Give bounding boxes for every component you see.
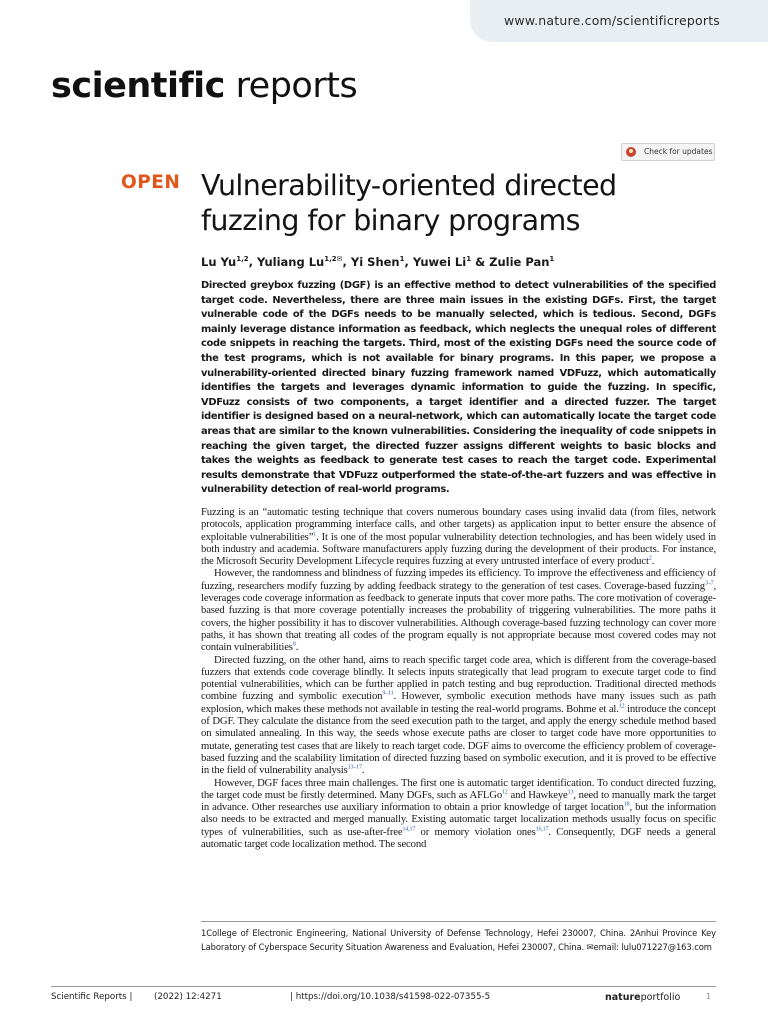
paragraph-text: , need to manually mark the target in advance. Other researches use auxiliary information to obtain a prior knowledge of target location bbox=[201, 788, 716, 814]
citation-ref[interactable]: 18 bbox=[623, 801, 630, 808]
journal-url[interactable]: www.nature.com/scientificreports bbox=[504, 13, 721, 28]
paragraph-text: . It is one of the most popular vulnerability detection technologies, and has been widely used in both industry and academia. Software manufacturers apply fuzzing during the development of their products. For instance, the Microsoft Security Development Lifecycle requires fuzzing at every untrusted interface of every product bbox=[201, 530, 716, 568]
article-body bbox=[201, 506, 716, 850]
article-title: Vulnerability-oriented directed fuzzing for binary programs bbox=[201, 169, 617, 237]
author-name: Yuliang Lu bbox=[256, 255, 325, 269]
author-separator: , bbox=[248, 255, 257, 269]
footer-doi-link[interactable]: | https://doi.org/10.1038/s41598-022-07355-5 bbox=[290, 992, 491, 1002]
paragraph-text: introduce the concept of DGF. They calculate the distance from the seed execution path to the target, and apply the energy schedule method based on simulated annealing. In this way, the seeds whose execute paths are closer to target code have more opportunities to mutate, generating test cases that are likely to reach target code. DGF aims to overcome the efficiency problem of coverage-based fuzzing and the scalability limitation of directed fuzzing based on symbolic execution, and it is proved to be effective in the field of vulnerability analysis bbox=[201, 702, 716, 777]
author-list bbox=[201, 255, 554, 269]
journal-logo bbox=[51, 66, 357, 106]
author-name: Yi Shen bbox=[350, 255, 400, 269]
author-separator: , bbox=[404, 255, 413, 269]
logo-regular: reports bbox=[224, 66, 358, 106]
author-affiliation-ref: 1 bbox=[399, 255, 405, 264]
paragraph-text: and Hawkeye bbox=[507, 788, 568, 801]
author-name: Lu Yu bbox=[201, 255, 237, 269]
crossmark-icon bbox=[626, 147, 636, 157]
citation-ref[interactable]: 16,17 bbox=[535, 826, 549, 833]
footer-journal: Scientific Reports | bbox=[51, 992, 133, 1002]
citation-ref[interactable]: 9–11 bbox=[382, 690, 394, 697]
citation-ref[interactable]: 12 bbox=[618, 703, 625, 710]
paragraph-text: . However, symbolic execution methods have many issues such as path explosion, which makes these methods not available in testing the real-world programs. Bohme et al. bbox=[201, 690, 716, 715]
author-name: Yuwei Li bbox=[412, 255, 467, 269]
affiliation-divider bbox=[201, 921, 716, 922]
citation-ref[interactable]: 8 bbox=[292, 641, 296, 648]
affiliations: 1College of Electronic Engineering, National University of Defense Technology, Hefei 230007, China. 2Anhui Province Key Laboratory of Cyberspace Security Situation Awareness and Evaluation, Hefei 230007, China. ✉email: lulu071227@163.com bbox=[201, 928, 716, 952]
author-affiliation-ref: 1 bbox=[466, 255, 472, 264]
citation-ref[interactable]: 14,17 bbox=[402, 826, 416, 833]
paragraph-text: . Consequently, DGF needs a general automatic target code localization method. The second bbox=[201, 825, 716, 851]
paragraph-text: . bbox=[361, 764, 365, 777]
paragraph-text: . bbox=[295, 641, 299, 654]
paragraph-text: However, DGF faces three main challenges. The first one is automatic target identification. To conduct directed fuzzing, the target code must be firstly determined. Many DGFs, such as AFLGo bbox=[201, 776, 716, 801]
paragraph-text: However, the randomness and blindness of fuzzing impedes its efficiency. To improve the effectiveness and efficiency of fuzzing, researchers modify fuzzing by adding feedback strategy to the generation of test cases. Coverage-based fuzzing bbox=[201, 567, 716, 592]
citation-ref[interactable]: 2 bbox=[648, 555, 652, 562]
paragraph-text: . bbox=[651, 555, 655, 568]
author-separator: & bbox=[471, 255, 490, 269]
author-affiliation-ref: 1,2✉ bbox=[324, 255, 343, 264]
body-paragraph bbox=[201, 567, 716, 653]
body-paragraph bbox=[201, 506, 716, 567]
citation-ref[interactable]: 3–7 bbox=[704, 580, 714, 587]
check-for-updates-button[interactable] bbox=[621, 143, 715, 161]
citation-ref[interactable]: 12 bbox=[502, 789, 508, 796]
citation-ref[interactable]: 1 bbox=[313, 531, 317, 538]
open-access-label: OPEN bbox=[121, 172, 181, 193]
page-number: 1 bbox=[706, 992, 712, 1001]
author-name: Zulie Pan bbox=[489, 255, 550, 269]
brand-bold: nature bbox=[605, 992, 641, 1003]
paragraph-text: Directed fuzzing, on the other hand, aims to reach specific target code area, which is different from the coverage-based fuzzers that extends code coverage blindly. It selects inputs strategically that lead program to execute target code to find potential vulnerabilities, which can be further applied in patch testing and bug reproduction. Traditional directed methods combine fuzzing and symbolic execution bbox=[201, 653, 716, 703]
nature-portfolio-logo bbox=[605, 992, 680, 1003]
author-separator: , bbox=[342, 255, 351, 269]
footer-citation: (2022) 12:4271 bbox=[154, 992, 222, 1002]
citation-ref[interactable]: 13 bbox=[567, 789, 574, 796]
body-paragraph bbox=[201, 777, 716, 851]
abstract: Directed greybox fuzzing (DGF) is an effective method to detect vulnerabilities of the specified target code. Nevertheless, there are three main issues in the existing DGFs. First, the target vulnerable code of the DGFs needs to be manually selected, which is tedious. Second, DGFs mainly leverage distance information as feedback, which neglects the unequal roles of different code snippets in reaching the targets. Third, most of the existing DGFs need the source code of the test programs, which is not available for binary programs. In this paper, we propose a vulnerability-oriented directed binary fuzzing framework named VDFuzz, which automatically identifies the targets and leverages dynamic information to guide the fuzzing. In specific, VDFuzz consists of two components, a target identifier and a directed fuzzer. The target identifier is designed based on a neural-network, which can automatically locate the target code areas that are similar to the known vulnerabilities. Considering the inequality of code snippets in reaching the given target, the directed fuzzer assigns different weights to basic blocks and takes the weights as feedback to generate test cases to reach the target code. Experimental results demonstrate that VDFuzz outperformed the state-of-the-art fuzzers and was effective in vulnerability detection of real-world programs. bbox=[201, 280, 717, 496]
brand-regular: portfolio bbox=[640, 992, 681, 1003]
body-paragraph bbox=[201, 654, 716, 777]
paragraph-text: , leverages code coverage information as feedback to generate inputs that cover more paths. The core motivation of coverage-based fuzzing is that more coverage potentially increases the probability of triggering vulnerabilities. The more paths it covers, the higher possibility it has to discover vulnerabilities. Although coverage-based fuzzing technology can cover more paths, it has shown that treating all codes of the program equally is not appropriate because most covered codes may not contain vulnerabilities bbox=[201, 579, 716, 654]
paragraph-text: , but the information also needs to be extracted and merged manually. Existing automatic target localization methods usually focus on specific types of vulnerabilities, such as use-after-free bbox=[201, 801, 716, 838]
paragraph-text: or memory violation ones bbox=[415, 825, 536, 838]
paragraph-text: Fuzzing is an “automatic testing technique that covers numerous boundary cases using invalid data (from files, network protocols, application programming interface calls, and other targets) as application input to better ensure the absence of exploitable vulnerabilities” bbox=[201, 506, 716, 543]
logo-bold: scientific bbox=[51, 66, 225, 106]
check-for-updates-label: Check for updates bbox=[644, 147, 713, 156]
author-affiliation-ref: 1 bbox=[549, 255, 555, 264]
url-banner bbox=[470, 0, 768, 42]
citation-ref[interactable]: 13–17 bbox=[347, 764, 362, 771]
author-affiliation-ref: 1,2 bbox=[236, 255, 249, 264]
footer-divider bbox=[51, 986, 716, 987]
